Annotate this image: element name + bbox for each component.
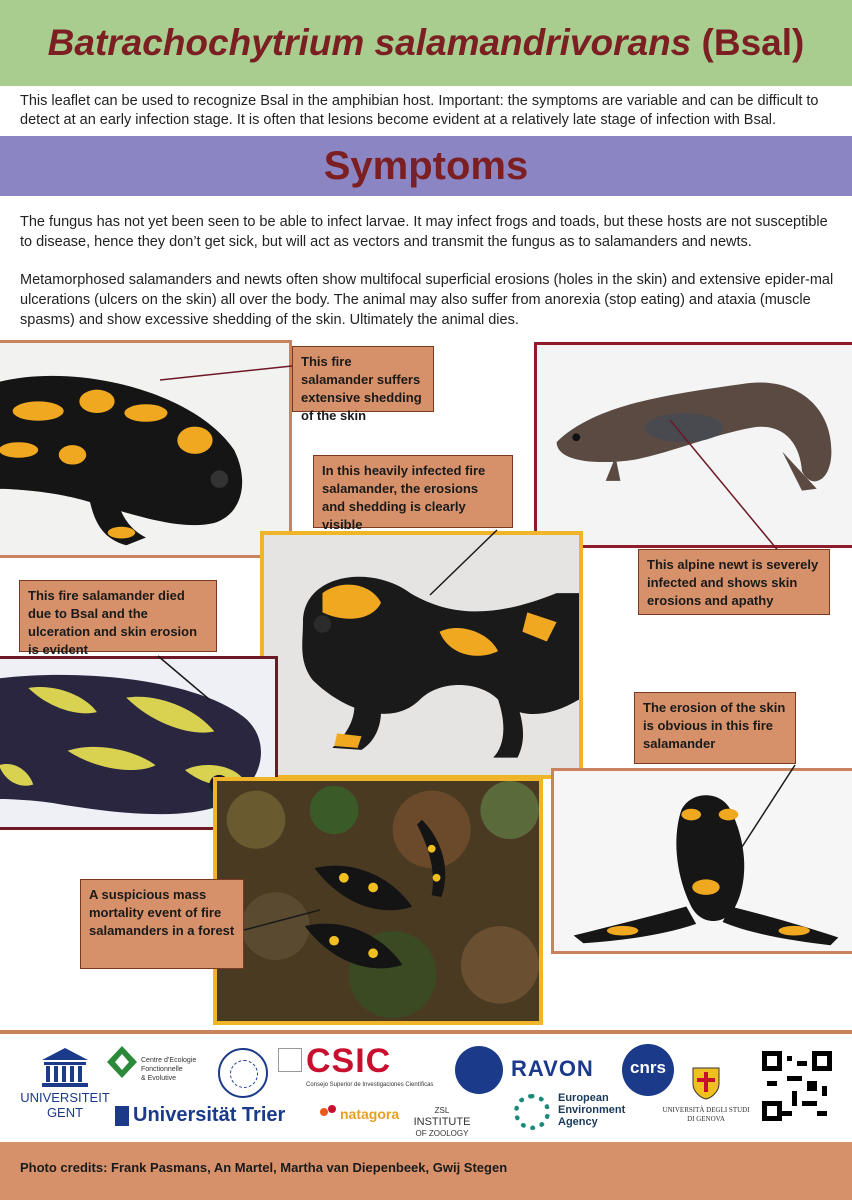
logo-natagora	[318, 1102, 418, 1128]
csic-name: CSIC	[306, 1042, 392, 1080]
photo-erosion-salamander	[551, 768, 852, 954]
natagora-bird-icon	[318, 1102, 338, 1122]
photo-shedding-salamander	[0, 340, 292, 558]
intro-text: This leaflet can be used to recognize Bsal in the amphibian host. Important: the symptoms are variable and can be difficult to detect at an early infection stage. It is often that lesions become evident at a relatively late stage of infection with Bsal.	[20, 93, 819, 128]
csic-emblem-icon	[278, 1048, 302, 1072]
eea-line2: Environment	[558, 1104, 626, 1116]
title-abbrev: (Bsal)	[691, 22, 805, 63]
ugent-line2: GENT	[46, 1105, 84, 1120]
logo-cefe	[105, 1042, 215, 1092]
ravon-frog-icon	[455, 1046, 503, 1094]
cefe-line2: Fonctionnelle	[141, 1066, 183, 1073]
qr-code[interactable]	[762, 1050, 832, 1122]
paragraph-symptoms: Metamorphosed salamanders and newts often show multifocal superficial erosions (holes in the skin) and extensive epider-mal ulcerations (ulcers on the skin) all over the body. The animal may also suffer from anorexia (stop eating) and ataxia (muscle spasms) and show excessive shedding of the skin. Ultimately the animal dies.	[20, 272, 834, 328]
eea-line1: European	[558, 1092, 609, 1104]
seal-icon	[218, 1048, 268, 1098]
caption-heavily-infected: In this heavily infected fire salamander, the erosions and shedding is clearly visible	[313, 455, 513, 528]
logo-genova	[656, 1064, 756, 1144]
ugent-line1: UNIVERSITEIT	[20, 1090, 110, 1105]
caption-mass-mortality: A suspicious mass mortality event of fire salamanders in a forest	[80, 879, 244, 969]
zsl-line2: INSTITUTE	[413, 1116, 471, 1128]
title-band	[0, 0, 852, 86]
section-band	[0, 136, 852, 196]
csic-subtitle: Consejo Superior de Investigaciones Científicas	[306, 1082, 434, 1088]
natagora-name: natagora	[340, 1106, 400, 1122]
cefe-line1: Centre d’Ecologie	[141, 1057, 197, 1064]
ugent-building-icon	[20, 1046, 110, 1090]
ravon-name: RAVON	[511, 1056, 594, 1081]
logo-csic	[278, 1042, 434, 1094]
caption-erosion-obvious: The erosion of the skin is obvious in this fire salamander	[634, 692, 796, 764]
title-species: Batrachochytrium salamandrivorans	[47, 22, 692, 63]
logo-eea	[514, 1092, 634, 1132]
genova-crest-icon	[691, 1064, 721, 1100]
logo-ravon	[455, 1046, 605, 1096]
paragraph-larvae: The fungus has not yet been seen to be able to infect larvae. It may infect frogs and toads, but these hosts are not susceptible to disease, hence they don’t get sick, but will act as vectors and transmit the fungus as to salamanders and newts.	[20, 214, 828, 250]
logo-ugent	[20, 1046, 110, 1136]
zsl-line3: OF ZOOLOGY	[415, 1129, 469, 1138]
caption-alpine-newt: This alpine newt is severely infected and shows skin erosions and apathy	[638, 549, 830, 615]
photo-mass-mortality	[213, 777, 543, 1025]
trier-mark-icon	[115, 1106, 129, 1126]
logo-trier	[115, 1104, 290, 1132]
footer	[0, 1142, 852, 1200]
eea-line3: Agency	[558, 1116, 598, 1128]
page-title	[48, 22, 805, 64]
caption-shedding: This fire salamander suffers extensive shedding of the skin	[292, 346, 434, 412]
logo-zsl	[410, 1106, 474, 1146]
partner-logos	[0, 1030, 852, 1146]
photo-heavily-infected	[260, 531, 583, 779]
section-title: Symptoms	[323, 143, 529, 188]
trier-name: Universität Trier	[133, 1104, 286, 1126]
eea-sunburst-icon	[514, 1094, 550, 1130]
photo-alpine-newt	[534, 342, 852, 548]
caption-died: This fire salamander died due to Bsal and the ulceration and skin erosion is evident	[19, 580, 217, 652]
genova-line1: UNIVERSITÀ DEGLI STUDI	[662, 1106, 750, 1114]
cefe-leaf-icon	[105, 1044, 139, 1082]
cefe-line3: & Evolutive	[141, 1075, 177, 1082]
photo-credits: Photo credits: Frank Pasmans, An Martel, Martha van Diepenbeek, Gwij Stegen	[20, 1160, 508, 1175]
zsl-line1: ZSL	[434, 1106, 450, 1115]
cnrs-name: cnrs	[630, 1058, 666, 1077]
genova-line2: DI GENOVA	[687, 1115, 725, 1123]
